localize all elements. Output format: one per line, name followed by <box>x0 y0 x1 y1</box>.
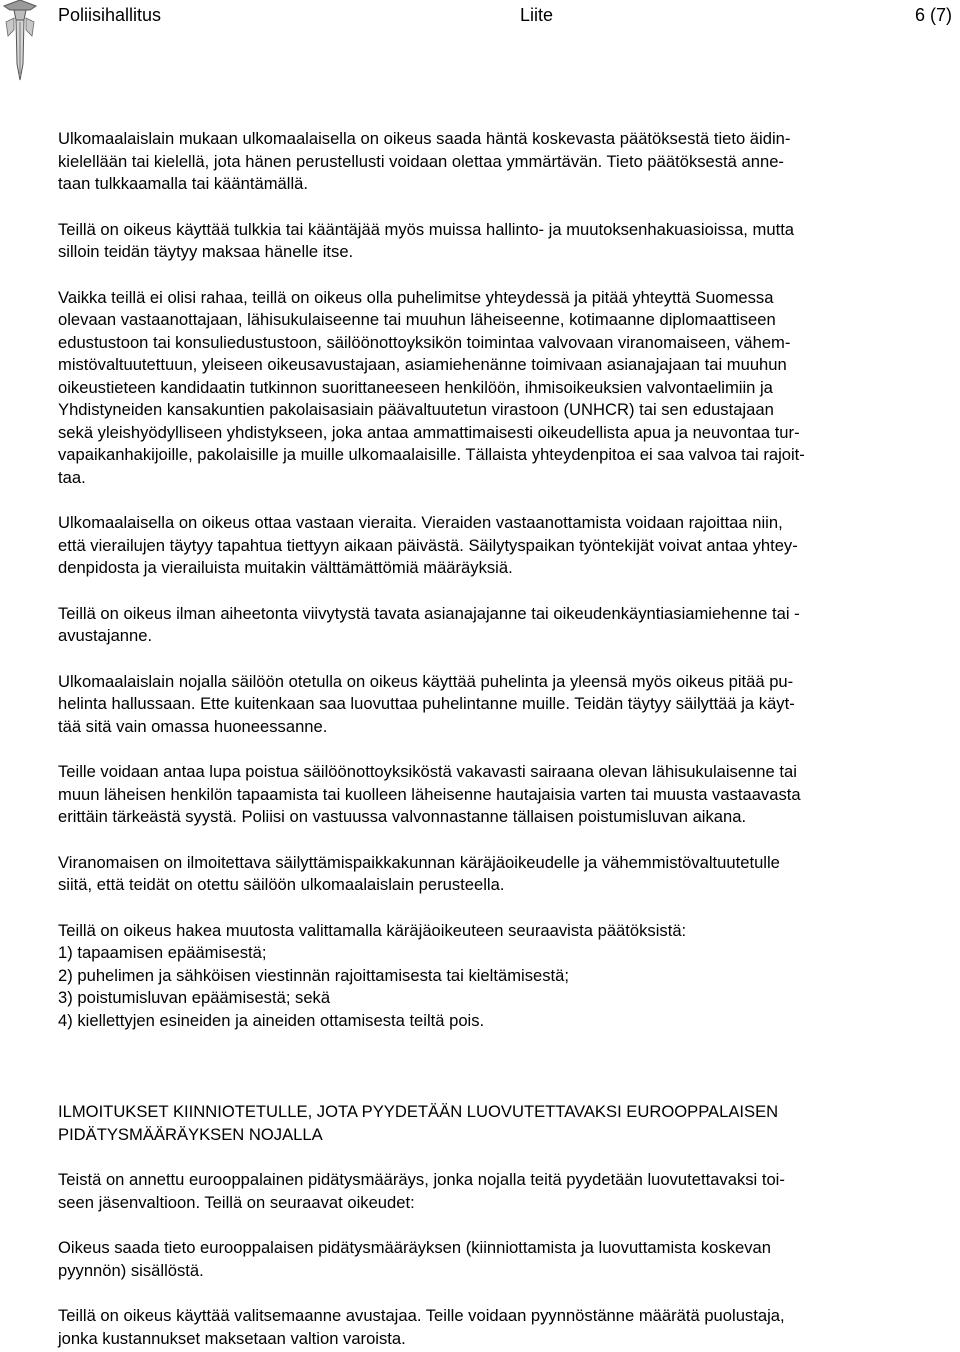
text-line: Viranomaisen on ilmoitettava säilyttämispaikkakunnan käräjäoikeudelle ja vähemmistövaltuutetulle <box>58 852 780 872</box>
text-line: Vaikka teillä ei olisi rahaa, teillä on oikeus olla puhelimitse yhteydessä ja pitää yhteyttä Suomessa <box>58 287 774 307</box>
text-line: silloin teidän täytyy maksaa hänelle itse. <box>58 242 354 261</box>
paragraph <box>58 603 958 648</box>
paragraph <box>58 1169 958 1214</box>
text-line: kielellään tai kielellä, jota hänen perustellusti voidaan olettaa ymmärtävän. Tieto päätöksestä anne- <box>58 151 784 171</box>
text-line: 1) tapaamisen epäämisestä; <box>58 943 267 962</box>
organization-name: Poliisihallitus <box>58 5 162 25</box>
paragraph <box>58 852 958 897</box>
paragraph-spacer <box>58 264 958 287</box>
text-line: helinta hallussaan. Ette kuitenkaan saa luovuttaa puhelintanne muille. Teidän täytyy säilyttää ja käyt- <box>58 694 795 713</box>
text-line: Teillä on oikeus hakea muutosta valittamalla käräjäoikeuteen seuraavista päätöksistä: <box>58 920 687 940</box>
text-line: Ulkomaalaisella on oikeus ottaa vastaan vieraita. Vieraiden vastaanottamista voidaan rajoittaa niin, <box>58 513 783 532</box>
text-line: Teillä on oikeus käyttää tulkkia tai kääntäjää myös muissa hallinto- ja muutoksenhakuasioissa, mutta <box>58 219 795 239</box>
text-line: denpidosta ja vierailuista muitakin välttämättömiä määräyksiä. <box>58 558 513 577</box>
text-line: Teillä on oikeus ilman aiheetonta viivytystä tavata asianajajanne tai oikeudenkäyntiasiamiehenne tai - <box>58 603 800 623</box>
paragraph <box>58 1305 958 1350</box>
text-line: Teistä on annettu eurooppalainen pidätysmääräys, jonka nojalla teitä pyydetään luovutettavaksi toi- <box>58 1170 785 1189</box>
text-line: Oikeus saada tieto eurooppalaisen pidätysmääräyksen (kiinniottamista ja luovuttamista koskevan <box>58 1238 771 1257</box>
text-line: jonka kustannukset maksetaan valtion varoista. <box>58 1328 406 1348</box>
text-line: 2) puhelimen ja sähköisen viestinnän rajoittamisesta tai kieltämisestä; <box>58 965 569 985</box>
paragraph <box>58 671 958 739</box>
text-line: taa. <box>58 467 86 487</box>
paragraph-spacer <box>58 738 958 761</box>
paragraph <box>58 128 958 196</box>
text-line: Teille voidaan antaa lupa poistua säilöönottoyksiköstä vakavasti sairaana olevan lähisukulaisenne tai <box>58 762 797 781</box>
paragraph-spacer <box>58 648 958 671</box>
text-line: että vierailujen täytyy tapahtua tiettyyn aikaan päivästä. Säilytyspaikan työntekijät voivat antaa yhtey- <box>58 535 798 555</box>
section-heading <box>58 1101 958 1146</box>
paragraph-spacer <box>58 1032 958 1078</box>
text-line: siitä, että teidät on otettu säilöön ulkomaalaislain perusteella. <box>58 875 505 894</box>
text-line: seen jäsenvaltioon. Teillä on seuraavat oikeudet: <box>58 1192 415 1212</box>
text-line: 4) kiellettyjen esineiden ja aineiden ottamisesta teiltä pois. <box>58 1010 485 1030</box>
paragraph-spacer <box>58 489 958 512</box>
text-line: mistövaltuutettuun, yleiseen oikeusavustajaan, asiamiehenänne toimivaan asianajajaan tai muuhun <box>58 355 787 374</box>
paragraph-spacer <box>58 1214 958 1237</box>
page-number: 6 (7) <box>914 5 952 25</box>
page-header <box>58 2 952 28</box>
text-line: Yhdistyneiden kansakuntien pakolaisasiain päävaltuutetun virastoon (UNHCR) tai sen edustajaan <box>58 400 774 419</box>
paragraph-spacer <box>58 1078 958 1101</box>
paragraph-spacer <box>58 196 958 219</box>
text-line: pyynnön) sisällöstä. <box>58 1260 204 1280</box>
paragraph-spacer <box>58 1282 958 1305</box>
text-line: vapaikanhakijoille, pakolaisille ja muille ulkomaalaisille. Tällaista yhteydenpitoa ei saa valvoa tai rajoit- <box>58 445 805 464</box>
text-line: erittäin tärkeästä syystä. Poliisi on vastuussa valvonnastanne tällaisen poistumisluvan aikana. <box>58 807 747 826</box>
text-line: avustajanne. <box>58 626 153 645</box>
text-line: Ulkomaalaislain nojalla säilöön otetulla on oikeus käyttää puhelinta ja yleensä myös oikeus pitää pu- <box>58 671 794 691</box>
paragraph <box>58 512 958 580</box>
text-line: edustustoon tai konsuliedustustoon, säilöönottoyksikön toimintaa valvovaan viranomaiseen, vähem- <box>58 332 791 352</box>
text-line: muun läheisen henkilön tapaamista tai kuolleen läheisenne hautajaisia varten tai muusta vastaavasta <box>58 784 801 804</box>
document-type: Liite <box>520 5 554 25</box>
text-line: taan tulkkaamalla tai kääntämällä. <box>58 174 308 193</box>
text-line: sekä yleishyödylliseen yhdistykseen, joka antaa ammattimaisesti oikeudellista apua ja neuvontaa tur- <box>58 422 800 442</box>
text-line: tää sitä vain omassa huoneessanne. <box>58 716 328 736</box>
text-line: olevaan vastaanottajaan, lähisukulaiseenne tai muuhun läheiseenne, kotimaanne diplomaattiseen <box>58 310 776 329</box>
paragraph <box>58 1237 958 1282</box>
text-line: ILMOITUKSET KIINNIOTETULLE, JOTA PYYDETÄÄN LUOVUTETTAVAKSI EUROOPPALAISEN <box>58 1102 779 1121</box>
paragraph-spacer <box>58 829 958 852</box>
paragraph-spacer <box>58 897 958 920</box>
paragraph-spacer <box>58 580 958 603</box>
text-line: Teillä on oikeus käyttää valitsemaanne avustajaa. Teille voidaan pyynnöstänne määrätä puolustaja, <box>58 1306 785 1325</box>
paragraph <box>58 287 958 490</box>
paragraph-spacer <box>58 1146 958 1169</box>
text-line: 3) poistumisluvan epäämisestä; sekä <box>58 988 331 1007</box>
document-body <box>58 128 958 1350</box>
text-line: oikeustieteen kandidaatin tutkinnon suorittaneeseen henkilöön, ihmisoikeuksien valvontaelimiin ja <box>58 377 773 397</box>
paragraph <box>58 920 958 1033</box>
text-line: Ulkomaalaislain mukaan ulkomaalaisella on oikeus saada häntä koskevasta päätöksestä tieto äidin- <box>58 129 791 148</box>
paragraph <box>58 761 958 829</box>
police-emblem-icon <box>0 0 40 82</box>
text-line: PIDÄTYSMÄÄRÄYKSEN NOJALLA <box>58 1124 323 1144</box>
paragraph <box>58 219 958 264</box>
